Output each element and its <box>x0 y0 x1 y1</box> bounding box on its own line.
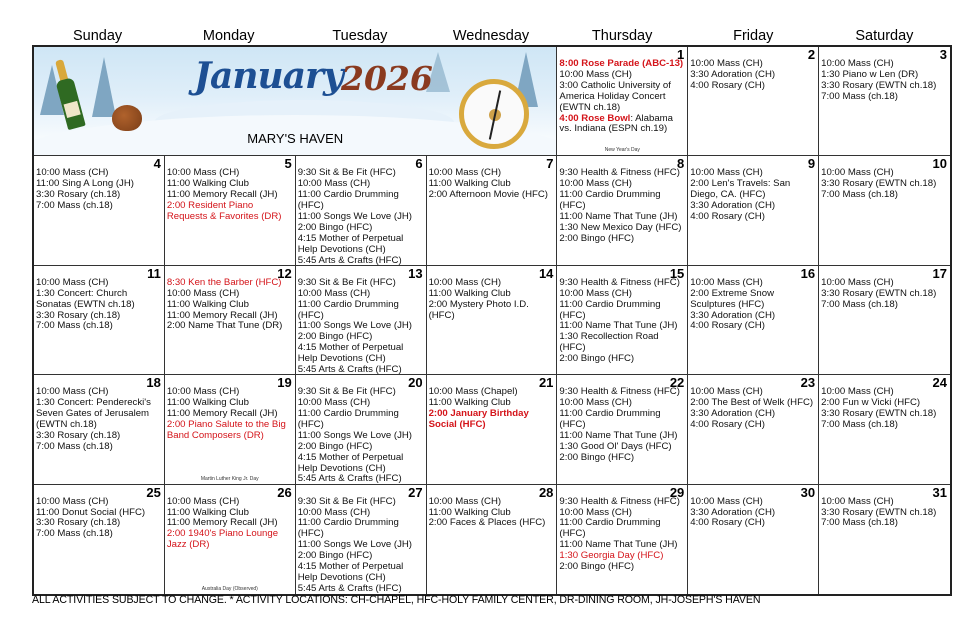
event-item: 2:00 January Birthday Social (HFC) <box>428 408 529 430</box>
event-item: 1:30 Georgia Day (HFC) <box>559 550 664 562</box>
day-cell <box>165 156 296 265</box>
event-item: 2:00 Bingo (HFC) <box>297 550 373 562</box>
event-item: 10:00 Mass (CH) <box>821 495 894 507</box>
day-cell <box>557 266 688 375</box>
day-cell <box>819 47 950 156</box>
event-item: 9:30 Health & Fitness (HFC) <box>559 167 680 179</box>
dow-saturday: Saturday <box>855 28 914 44</box>
event-item: 2:00 1940's Piano Lounge Jazz (DR) <box>166 528 279 551</box>
event-item: 11:00 Cardio Drumming (HFC) <box>297 298 399 321</box>
dow-monday: Monday <box>202 28 255 44</box>
day-number: 30 <box>800 484 816 500</box>
holiday-label: Martin Luther King Jr. Day <box>200 475 259 482</box>
event-list <box>821 497 948 530</box>
event-highlight: 4:00 Rose Bowl <box>559 112 631 124</box>
event-item: 10:00 Mass (CH) <box>36 167 109 179</box>
event-item: 4:00 Rosary (CH) <box>690 79 765 91</box>
dow-sunday: Sunday <box>72 28 123 44</box>
event-item: 3:30 Adoration (CH) <box>690 68 776 80</box>
day-number: 20 <box>408 375 423 391</box>
event-item: 4:15 Mother of Perpetual Help Devotions (CH) <box>297 451 404 474</box>
event-item: 7:00 Mass (ch.18) <box>821 298 898 310</box>
event-list <box>559 497 685 573</box>
event-item: 2:00 Fun w Vicki (HFC) <box>821 397 921 409</box>
event-list <box>690 59 816 92</box>
day-number: 31 <box>932 484 947 500</box>
day-number: 28 <box>538 484 554 500</box>
event-item: 10:00 Mass (CH) <box>821 386 894 398</box>
event-item: 9:30 Sit & Be Fit (HFC) <box>297 386 396 398</box>
day-number: 15 <box>669 265 685 281</box>
pinecone-icon <box>112 105 142 131</box>
event-item: 2:00 Mystery Photo I.D. (HFC) <box>428 298 529 321</box>
event-list <box>36 168 162 212</box>
day-number: 24 <box>932 375 947 391</box>
event-item: 11:00 Cardio Drumming (HFC) <box>297 408 399 430</box>
event-list <box>298 497 424 594</box>
day-cell <box>296 156 427 265</box>
event-item: 3:30 Rosary (EWTN ch.18) <box>821 178 937 190</box>
day-number: 29 <box>669 484 685 500</box>
day-cell <box>34 156 165 265</box>
event-item: 11:00 Walking Club <box>166 178 249 190</box>
event-item: 11:00 Songs We Love (JH) <box>297 320 412 332</box>
event-item: 11:00 Walking Club <box>428 397 511 409</box>
event-item: 10:00 Mass (CH) <box>821 58 894 69</box>
day-number: 7 <box>546 156 554 172</box>
event-item: 3:30 Rosary (EWTN ch.18) <box>821 79 937 91</box>
day-cell <box>427 485 558 594</box>
event-item: 10:00 Mass (CH) <box>690 276 763 288</box>
event-item: 11:00 Donut Social (HFC) <box>36 506 146 518</box>
event-item: 11:00 Cardio Drumming (HFC) <box>297 189 399 212</box>
event-list <box>167 278 293 333</box>
event-item: 7:00 Mass (ch.18) <box>36 440 113 452</box>
event-item: 11:00 Cardio Drumming (HFC) <box>559 298 661 321</box>
day-cell <box>165 485 296 594</box>
event-item: 10:00 Mass (CH) <box>690 58 763 69</box>
event-text: : Alabama vs. Indiana (ESPN ch.19) <box>559 112 674 135</box>
day-cell <box>688 266 819 375</box>
holiday-label: Australia Day (Observed) <box>201 586 258 592</box>
day-number: 22 <box>669 375 685 391</box>
day-number: 17 <box>932 265 947 281</box>
dow-wednesday: Wednesday <box>452 28 530 44</box>
day-cell <box>688 375 819 484</box>
event-item: 3:30 Rosary (EWTN ch.18) <box>821 506 937 518</box>
event-item: 11:00 Walking Club <box>428 178 511 190</box>
event-item: 9:30 Health & Fitness (HFC) <box>559 495 680 507</box>
day-number: 27 <box>408 484 423 500</box>
day-cell <box>296 266 427 375</box>
event-item: 10:00 Mass (CH) <box>559 68 632 80</box>
event-item: 2:00 Extreme Snow Sculptures (HFC) <box>690 287 775 310</box>
event-item: 8:00 Rose Parade (ABC-13) <box>559 58 684 69</box>
event-item: 3:30 Rosary (ch.18) <box>36 309 121 321</box>
event-item: 9:30 Sit & Be Fit (HFC) <box>297 167 396 179</box>
event-list <box>821 168 948 201</box>
event-item: 1:30 Concert: Church Sonatas (EWTN ch.18) <box>36 287 135 310</box>
event-item <box>559 114 685 136</box>
day-cell <box>557 485 688 594</box>
event-item: 11:00 Memory Recall (JH) <box>166 189 278 201</box>
event-item: 11:00 Name That Tune (JH) <box>559 539 678 551</box>
event-item: 4:00 Rosary (CH) <box>690 517 765 529</box>
day-number: 8 <box>677 156 685 172</box>
event-list <box>559 387 685 463</box>
day-number: 6 <box>415 156 423 172</box>
day-number: 3 <box>939 47 947 62</box>
event-item: 11:00 Walking Club <box>166 506 249 518</box>
event-item: 10:00 Mass (CH) <box>690 386 763 398</box>
day-number: 13 <box>408 265 423 281</box>
event-item: 11:00 Songs We Love (JH) <box>297 429 412 441</box>
event-item: 10:00 Mass (CH) <box>559 178 632 190</box>
day-cell <box>165 266 296 375</box>
event-item: 10:00 Mass (CH) <box>428 495 502 507</box>
event-item: 2:00 The Best of Welk (HFC) <box>690 397 814 409</box>
day-number: 1 <box>677 47 685 62</box>
event-item: 10:00 Mass (Chapel) <box>428 386 518 398</box>
event-item: 11:00 Cardio Drumming (HFC) <box>297 517 399 540</box>
event-item: 11:00 Walking Club <box>166 397 249 409</box>
event-item: 3:00 Catholic University of America Holiday Concert (EWTN ch.18) <box>559 79 671 113</box>
day-number: 21 <box>538 375 554 391</box>
event-list <box>690 387 816 431</box>
event-item: 9:30 Sit & Be Fit (HFC) <box>297 495 396 507</box>
event-item: 9:30 Health & Fitness (HFC) <box>559 276 680 288</box>
event-item: 3:30 Rosary (ch.18) <box>36 189 121 201</box>
event-item: 3:30 Rosary (EWTN ch.18) <box>821 287 937 299</box>
day-number: 25 <box>146 484 161 500</box>
event-item: 10:00 Mass (CH) <box>36 386 109 398</box>
event-item: 10:00 Mass (CH) <box>166 167 240 179</box>
event-list <box>298 168 424 265</box>
day-cell <box>819 375 950 484</box>
day-number: 10 <box>932 156 947 172</box>
event-list <box>821 387 948 431</box>
event-item: 2:00 Bingo (HFC) <box>559 232 635 244</box>
event-item: 10:00 Mass (CH) <box>428 167 502 179</box>
event-item: 11:00 Memory Recall (JH) <box>166 517 278 529</box>
event-item: 7:00 Mass (ch.18) <box>36 200 113 212</box>
day-number: 5 <box>284 156 292 172</box>
day-cell <box>296 485 427 594</box>
event-item: 2:00 Bingo (HFC) <box>297 331 373 343</box>
day-cell <box>557 375 688 484</box>
event-item: 2:00 Bingo (HFC) <box>559 353 635 365</box>
event-item: 10:00 Mass (CH) <box>559 506 632 518</box>
event-item: 2:00 Len's Travels: San Diego, CA. (HFC) <box>690 178 791 201</box>
event-item: 10:00 Mass (CH) <box>821 167 894 179</box>
event-list <box>36 387 162 452</box>
day-cell <box>557 47 688 156</box>
event-item: 8:30 Ken the Barber (HFC) <box>166 276 282 288</box>
event-item: 5:45 Arts & Crafts (HFC) <box>297 582 402 594</box>
event-item: 3:30 Adoration (CH) <box>690 408 776 419</box>
event-item: 3:30 Adoration (CH) <box>690 200 776 212</box>
event-list <box>559 168 685 244</box>
event-item: 5:45 Arts & Crafts (HFC) <box>297 473 402 485</box>
day-number: 18 <box>146 375 161 391</box>
event-item: 11:00 Cardio Drumming (HFC) <box>559 189 661 212</box>
day-of-week-header <box>32 27 950 45</box>
footer-note: ALL ACTIVITIES SUBJECT TO CHANGE. * ACTIVITY LOCATIONS: CH-CHAPEL, HFC-HOLY FAMILY CENTER, DR-DINING ROOM, JH-JOSEPH'S HAVEN <box>32 594 761 606</box>
event-item: 10:00 Mass (CH) <box>166 495 240 507</box>
event-item: 11:00 Memory Recall (JH) <box>166 309 278 321</box>
event-item: 4:15 Mother of Perpetual Help Devotions (CH) <box>297 561 404 583</box>
event-item: 11:00 Name That Tune (JH) <box>559 429 678 441</box>
day-number: 16 <box>800 265 816 281</box>
event-item: 1:30 Recollection Road (HFC) <box>559 331 659 354</box>
event-list <box>167 168 293 223</box>
event-item: 11:00 Walking Club <box>428 506 511 518</box>
event-item: 9:30 Health & Fitness (HFC) <box>559 386 680 398</box>
event-item: 2:00 Bingo (HFC) <box>559 561 635 573</box>
day-cell <box>427 156 558 265</box>
event-item: 1:30 New Mexico Day (HFC) <box>559 221 682 233</box>
event-item: 1:30 Concert: Penderecki's Seven Gates of Jerusalem (EWTN ch.18) <box>36 397 151 430</box>
pine-tree-icon <box>92 57 116 117</box>
event-item: 11:00 Memory Recall (JH) <box>166 408 278 419</box>
event-item: 2:00 Faces & Places (HFC) <box>428 517 546 529</box>
event-item: 11:00 Cardio Drumming (HFC) <box>559 408 661 430</box>
event-list <box>429 168 555 201</box>
day-number: 14 <box>538 265 554 281</box>
event-item: 4:15 Mother of Perpetual Help Devotions (CH) <box>297 342 404 365</box>
day-number: 9 <box>807 156 816 172</box>
event-item: 11:00 Sing A Long (JH) <box>36 178 134 190</box>
dow-thursday: Thursday <box>591 28 653 44</box>
event-list <box>429 278 555 322</box>
event-item: 2:00 Piano Salute to the Big Band Composers (DR) <box>166 418 286 441</box>
event-item: 3:30 Adoration (CH) <box>690 309 776 321</box>
event-item: 7:00 Mass (ch.18) <box>821 517 898 529</box>
day-cell <box>427 375 558 484</box>
event-item: 3:30 Rosary (ch.18) <box>36 517 121 529</box>
day-cell <box>557 156 688 265</box>
day-cell <box>165 375 296 484</box>
event-list <box>167 387 293 442</box>
day-number: 19 <box>277 375 292 391</box>
event-item: 11:00 Cardio Drumming (HFC) <box>559 517 661 540</box>
event-item: 3:30 Rosary (EWTN ch.18) <box>821 408 937 419</box>
day-number: 23 <box>800 375 816 391</box>
event-item: 11:00 Walking Club <box>428 287 511 299</box>
event-item: 10:00 Mass (CH) <box>821 276 894 288</box>
event-item: 11:00 Songs We Love (JH) <box>297 539 412 551</box>
event-item: 10:00 Mass (CH) <box>559 287 632 299</box>
event-item: 10:00 Mass (CH) <box>559 397 632 409</box>
event-item: 7:00 Mass (ch.18) <box>36 528 113 540</box>
event-item: 7:00 Mass (ch.18) <box>821 418 898 430</box>
event-item: 3:30 Adoration (CH) <box>690 506 776 518</box>
day-cell <box>688 47 819 156</box>
event-item: 10:00 Mass (CH) <box>690 167 763 179</box>
event-item: 3:30 Rosary (ch.18) <box>36 429 121 441</box>
year-title: 2026 <box>341 59 433 98</box>
event-item: 10:00 Mass (CH) <box>297 397 371 409</box>
dow-tuesday: Tuesday <box>332 28 388 44</box>
event-item: 10:00 Mass (CH) <box>690 495 763 507</box>
event-list <box>690 168 816 223</box>
day-cell <box>34 375 165 484</box>
event-list <box>36 278 162 333</box>
day-number: 2 <box>807 47 816 62</box>
community-name: MARY'S HAVEN <box>247 131 344 146</box>
event-item: 11:00 Walking Club <box>166 298 249 310</box>
event-item: 10:00 Mass (CH) <box>36 276 109 288</box>
event-item: 4:00 Rosary (CH) <box>690 211 765 223</box>
event-list <box>690 278 816 333</box>
event-item: 7:00 Mass (ch.18) <box>821 189 898 201</box>
event-item: 10:00 Mass (CH) <box>297 506 371 518</box>
day-cell <box>688 485 819 594</box>
event-item: 4:15 Mother of Perpetual Help Devotions (CH) <box>297 232 404 255</box>
event-item: 10:00 Mass (CH) <box>166 386 240 398</box>
event-item: 11:00 Name That Tune (JH) <box>559 320 678 332</box>
event-item: 4:00 Rosary (CH) <box>690 320 765 332</box>
event-item: 11:00 Songs We Love (JH) <box>297 211 412 223</box>
day-cell <box>819 156 950 265</box>
day-cell <box>427 266 558 375</box>
event-item: 5:45 Arts & Crafts (HFC) <box>297 364 402 376</box>
day-cell <box>819 485 950 594</box>
day-cell <box>819 266 950 375</box>
event-list <box>167 497 293 552</box>
event-list <box>298 387 424 484</box>
month-banner <box>34 47 557 156</box>
event-list <box>821 278 948 311</box>
event-item: 10:00 Mass (CH) <box>297 178 371 190</box>
event-item: 11:00 Name That Tune (JH) <box>559 211 678 223</box>
event-list <box>690 497 816 530</box>
event-list <box>559 278 685 365</box>
event-item: 4:00 Rosary (CH) <box>690 418 765 430</box>
event-item: 1:30 Piano w Len (DR) <box>821 68 919 80</box>
event-item: 2:00 Resident Piano Requests & Favorites (DR) <box>166 200 282 223</box>
event-item: 10:00 Mass (CH) <box>36 495 109 507</box>
event-item: 2:00 Bingo (HFC) <box>297 440 373 452</box>
calendar-grid <box>32 45 952 596</box>
event-item: 5:45 Arts & Crafts (HFC) <box>297 254 402 266</box>
event-item: 10:00 Mass (CH) <box>428 276 502 288</box>
day-number: 26 <box>277 484 292 500</box>
holiday-label: New Year's Day <box>604 147 640 154</box>
day-cell <box>296 375 427 484</box>
month-title: January <box>194 55 343 97</box>
event-list <box>429 497 555 530</box>
event-item: 1:30 Good Ol' Days (HFC) <box>559 440 672 452</box>
day-cell <box>688 156 819 265</box>
event-item: 2:00 Afternoon Movie (HFC) <box>428 189 549 201</box>
event-list <box>821 59 948 103</box>
day-cell <box>34 266 165 375</box>
event-item: 10:00 Mass (CH) <box>166 287 240 299</box>
event-list <box>36 497 162 541</box>
event-item: 10:00 Mass (CH) <box>297 287 371 299</box>
event-item: 2:00 Name That Tune (DR) <box>166 320 283 332</box>
day-number: 12 <box>277 265 292 281</box>
event-list <box>298 278 424 375</box>
event-list <box>559 59 685 135</box>
event-item: 7:00 Mass (ch.18) <box>36 320 113 332</box>
event-item: 7:00 Mass (ch.18) <box>821 90 898 102</box>
event-item: 2:00 Bingo (HFC) <box>559 451 635 463</box>
day-number: 11 <box>147 265 161 281</box>
event-item: 9:30 Sit & Be Fit (HFC) <box>297 276 396 288</box>
event-item: 2:00 Bingo (HFC) <box>297 221 373 233</box>
day-cell <box>34 485 165 594</box>
event-list <box>429 387 555 431</box>
day-number: 4 <box>153 156 161 172</box>
dow-friday: Friday <box>733 28 774 44</box>
